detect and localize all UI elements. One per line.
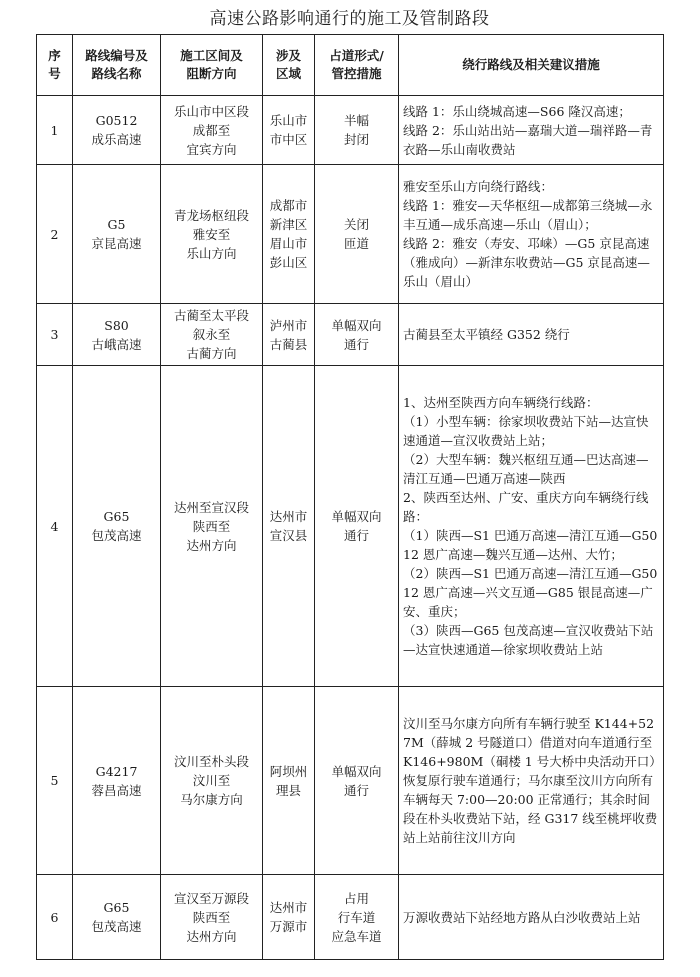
cell-control: 半幅 封闭 <box>315 96 399 165</box>
cell-area: 乐山市 市中区 <box>263 96 315 165</box>
cell-control: 占用 行车道 应急车道 <box>315 875 399 960</box>
cell-detour: 万源收费站下站经地方路从白沙收费站上站 <box>399 875 664 960</box>
cell-route: G65 包茂高速 <box>73 366 161 687</box>
header-route: 路线编号及 路线名称 <box>73 35 161 96</box>
cell-control: 关闭 匝道 <box>315 165 399 304</box>
cell-area: 达州市 宣汉县 <box>263 366 315 687</box>
cell-no: 1 <box>37 96 73 165</box>
table-row <box>37 875 664 960</box>
cell-area: 泸州市 古蔺县 <box>263 304 315 366</box>
cell-route: G0512 成乐高速 <box>73 96 161 165</box>
table-row <box>37 96 664 165</box>
table-row <box>37 165 664 304</box>
cell-no: 4 <box>37 366 73 687</box>
cell-area: 成都市 新津区 眉山市 彭山区 <box>263 165 315 304</box>
cell-route: G4217 蓉昌高速 <box>73 687 161 875</box>
cell-detour: 雅安至乐山方向绕行路线： 线路 1：雅安—天华枢纽—成都第三绕城—永丰互通—成乐高速—乐山（眉山）； 线路 2：雅安（寿安、邛崃）—G5 京昆高速（雅成向）—新津东收费站—G5 京昆高速—乐山（眉山） <box>399 165 664 304</box>
cell-section: 汶川至朴头段 汶川至 马尔康方向 <box>161 687 263 875</box>
document-title: 高速公路影响通行的施工及管制路段 <box>209 9 490 29</box>
cell-route: G5 京昆高速 <box>73 165 161 304</box>
cell-section: 古蔺至太平段 叙永至 古蔺方向 <box>161 304 263 366</box>
cell-control: 单幅双向 通行 <box>315 687 399 875</box>
cell-detour: 线路 1：乐山绕城高速—S66 隆汉高速； 线路 2：乐山站出站—嘉瑞大道—瑞祥路—青衣路—乐山南收费站 <box>399 96 664 165</box>
cell-detour: 1、达州至陕西方向车辆绕行线路： （1）小型车辆：徐家坝收费站下站—达宣快速通道—宣汉收费站上站； （2）大型车辆：魏兴枢纽互通—巴达高速—清江互通—巴通万高速—陕西 2、陕西至达州、广安、重庆方向车辆绕行线路： （1）陕西—S1 巴通万高速—清江互通—G5012 恩广高速—魏兴互通—达州、大竹； （2）陕西—S1 巴通万高速—清江互通—G5012 恩广高速—兴文互通—G85 银昆高速—广安、重庆； （3）陕西—G65 包茂高速—宣汉收费站下站—达宣快速通道—徐家坝收费站上站 <box>399 366 664 687</box>
cell-section: 宣汉至万源段 陕西至 达州方向 <box>161 875 263 960</box>
cell-no: 6 <box>37 875 73 960</box>
cell-detour: 汶川至马尔康方向所有车辆行驶至 K144+527M（薛城 2 号隧道口）借道对向车道通行至 K146+980M（硐楼 1 号大桥中央活动开口）恢复原行驶车道通行；马尔康至汶川方向所有车辆每天 7:00—20:00 正常通行；其余时间段在朴头收费站下站，经 G317 线至桃坪收费站上站前往汶川方向 <box>399 687 664 875</box>
cell-no: 3 <box>37 304 73 366</box>
cell-detour: 古蔺县至太平镇经 G352 绕行 <box>399 304 664 366</box>
table-row <box>37 366 664 687</box>
header-no: 序 号 <box>37 35 73 96</box>
header-detour: 绕行路线及相关建议措施 <box>399 35 664 96</box>
cell-area: 阿坝州 理县 <box>263 687 315 875</box>
cell-control: 单幅双向 通行 <box>315 366 399 687</box>
construction-control-table <box>36 34 664 960</box>
cell-no: 2 <box>37 165 73 304</box>
table-row <box>37 304 664 366</box>
cell-no: 5 <box>37 687 73 875</box>
cell-route: S80 古峨高速 <box>73 304 161 366</box>
table-row <box>37 687 664 875</box>
cell-section: 达州至宣汉段 陕西至 达州方向 <box>161 366 263 687</box>
header-control: 占道形式/ 管控措施 <box>315 35 399 96</box>
cell-route: G65 包茂高速 <box>73 875 161 960</box>
header-area: 涉及 区域 <box>263 35 315 96</box>
cell-area: 达州市 万源市 <box>263 875 315 960</box>
cell-section: 青龙场枢纽段 雅安至 乐山方向 <box>161 165 263 304</box>
cell-section: 乐山市中区段 成都至 宜宾方向 <box>161 96 263 165</box>
table-header-row <box>37 35 664 96</box>
cell-control: 单幅双向 通行 <box>315 304 399 366</box>
header-section: 施工区间及 阻断方向 <box>161 35 263 96</box>
